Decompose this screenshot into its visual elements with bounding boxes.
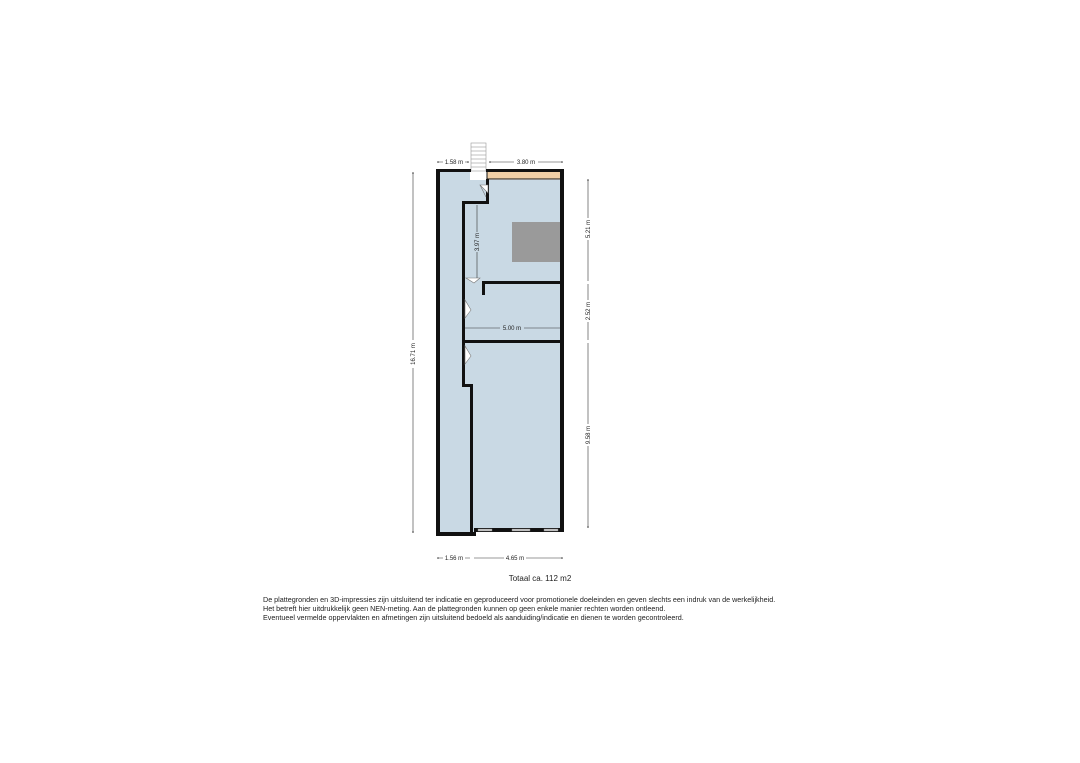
total-area-label: Totaal ca. 112 m2 — [508, 574, 572, 583]
dim-right-bottom: 9.58 m — [586, 425, 592, 445]
dim-top-left: 1.58 m — [444, 160, 464, 166]
dim-inner-horizontal: 5.00 m — [502, 326, 522, 332]
dim-total-length: 16.71 m — [411, 343, 417, 365]
disclaimer — [263, 595, 863, 622]
counter-strip — [487, 171, 562, 179]
dim-inner-vertical: 3.97 m — [475, 232, 481, 252]
dim-right-middle: 2.52 m — [586, 301, 592, 321]
windows — [478, 529, 558, 531]
disclaimer-line: Het betreft hier uitdrukkelijk geen NEN-meting. Aan de plattegronden kunnen op geen enkele manier rechten worden ontleend. — [263, 604, 666, 613]
dim-bottom-right: 4.65 m — [505, 556, 525, 562]
dim-bottom-left: 1.56 m — [444, 556, 464, 562]
dim-right-top: 5.21 m — [586, 219, 592, 239]
fixture-block — [512, 222, 562, 262]
disclaimer-line: De plattegronden en 3D-impressies zijn uitsluitend ter indicatie en geproduceerd voor promotionele doeleinden en geven slechts een indruk van de werkelijkheid. — [263, 595, 776, 604]
disclaimer-line: Eventueel vermelde oppervlakten en afmetingen zijn uitsluitend bedoeld als aanduiding/indicatie en dienen te worden gecontroleerd. — [263, 613, 684, 622]
stairs — [471, 143, 486, 171]
dim-top-right: 3.80 m — [516, 160, 536, 166]
